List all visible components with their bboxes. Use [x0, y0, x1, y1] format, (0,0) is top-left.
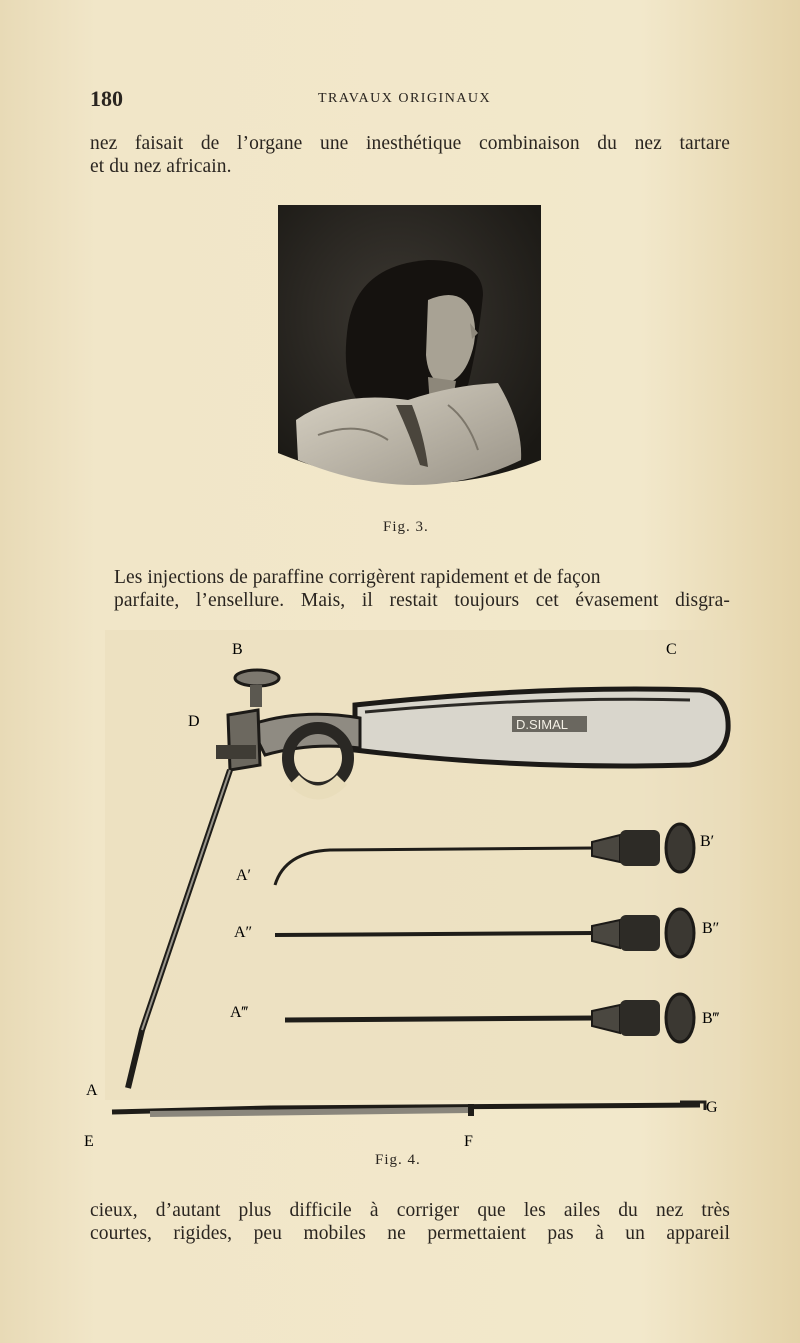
- label-g: G: [706, 1099, 718, 1116]
- paragraph-3-line-1: cieux, d’autant plus difficile à corriger que les ailes du nez très: [90, 1200, 730, 1221]
- running-title: TRAVAUX ORIGINAUX: [318, 91, 492, 106]
- paragraph-1: [90, 132, 730, 178]
- label-e: E: [84, 1133, 94, 1150]
- engraving-text: D.SIMAL: [516, 717, 569, 732]
- label-d: D: [188, 713, 200, 730]
- stylet-rod: [112, 1102, 705, 1116]
- label-f: F: [464, 1133, 473, 1150]
- paragraph-3-line-2: courtes, rigides, peu mobiles ne permettaient pas à un appareil: [90, 1223, 730, 1244]
- paragraph-1-line-2: et du nez africain.: [90, 156, 232, 177]
- label-b-triple-prime: B‴: [702, 1010, 720, 1027]
- paragraph-2: [90, 566, 730, 612]
- label-c: C: [666, 641, 677, 658]
- page-number: 180: [90, 86, 123, 111]
- label-a-triple-prime: A‴: [230, 1004, 249, 1021]
- label-a-double-prime: A″: [234, 924, 253, 941]
- paragraph-2-line-1: Les injections de paraffine corrigèrent rapidement et de façon: [114, 567, 601, 588]
- label-a: A: [86, 1082, 98, 1099]
- label-b-prime: B′: [700, 833, 715, 850]
- figure-3-caption: Fig. 3.: [383, 519, 429, 535]
- label-b-double-prime: B″: [702, 920, 720, 937]
- label-a-prime: A′: [236, 867, 252, 884]
- paragraph-3: [90, 1199, 730, 1245]
- label-b: B: [232, 641, 243, 658]
- paragraph-1-line-1: nez faisait de l’organe une inesthétique combinaison du nez tartare: [90, 133, 730, 154]
- figure-4-instrument-diagram: [80, 630, 740, 1150]
- paragraph-2-line-2: parfaite, l’ensellure. Mais, il restait toujours cet évasement disgra-: [114, 590, 730, 611]
- figure-4-caption: Fig. 4.: [375, 1152, 421, 1168]
- figure-3-photograph: [278, 205, 541, 498]
